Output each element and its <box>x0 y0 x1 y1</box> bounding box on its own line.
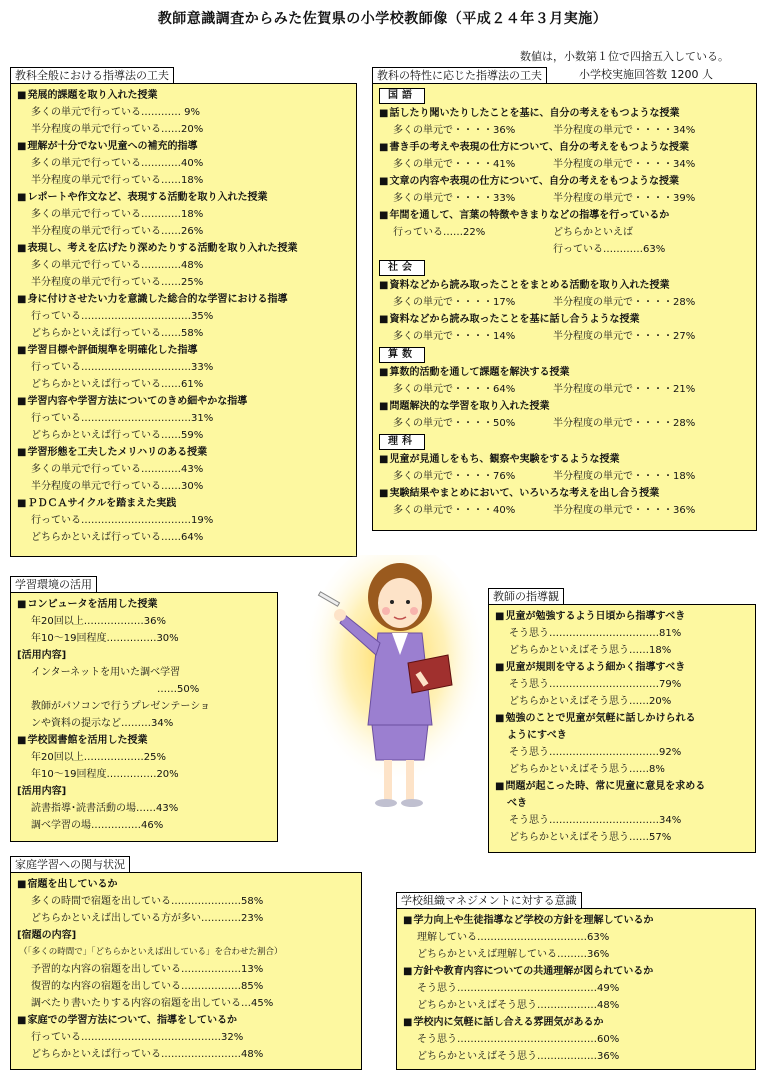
subject-heading: ■ 文章の内容や表現の仕方について、自分の考えをもつような授業 <box>379 173 750 190</box>
view-heading: ■ 勉強のことで児童が気軽に話しかけられる <box>495 710 749 727</box>
list-item: どちらかといえばそう思う……57% <box>509 832 672 843</box>
computer-heading: ■ コンピュータを活用した授業 <box>17 596 271 613</box>
result-half: 半分程度の単元で・・・・34% <box>553 125 696 136</box>
list-item: どちらかといえばそう思う………………48% <box>417 1000 620 1011</box>
mgmt-heading: ■ 方針や教育内容についての共通理解が図られているか <box>403 963 749 980</box>
subject-heading: ■ 書き手の考えや表現の仕方について、自分の考えをもつような授業 <box>379 139 750 156</box>
list-item: どちらかといえば行っている……64% <box>31 532 204 543</box>
result-half: 半分程度の単元で・・・・28% <box>553 418 696 429</box>
library-heading: ■ 学校図書館を活用した授業 <box>17 732 271 749</box>
view-panel <box>488 604 756 853</box>
list-item: 半分程度の単元で行っている……30% <box>31 481 204 492</box>
list-item: 教師がパソコンで行うプレゼンテーショ <box>31 701 210 712</box>
result-half: 半分程度の単元で・・・・39% <box>553 193 696 204</box>
list-item: 行っている……………………………31% <box>31 413 214 424</box>
env-panel <box>10 592 278 842</box>
subject-result-row <box>379 381 750 398</box>
general-panel <box>10 83 357 557</box>
list-item: 年20回以上………………25% <box>31 752 166 763</box>
home-panel <box>10 872 362 1070</box>
list-item: どちらかといえばそう思う……20% <box>509 696 672 707</box>
list-item: 半分程度の単元で行っている……25% <box>31 277 204 288</box>
teacher-illustration <box>300 555 485 825</box>
result-many: 多くの単元で・・・・36% <box>393 125 516 136</box>
result-many: 多くの単元で・・・・76% <box>393 471 516 482</box>
list-item: 多くの単元で行っている………… 9% <box>31 107 201 118</box>
list-item: 半分程度の単元で行っている……20% <box>31 124 204 135</box>
subject-result-row <box>379 156 750 173</box>
list-item: 理解している……………………………63% <box>417 932 610 943</box>
list-item: 多くの単元で行っている…………43% <box>31 464 204 475</box>
list-item: 多くの単元で行っている…………18% <box>31 209 204 220</box>
result-many: 多くの単元で・・・・64% <box>393 384 516 395</box>
subject-result-row <box>379 241 750 258</box>
result-many: 多くの単元で・・・・33% <box>393 193 516 204</box>
result-half: 半分程度の単元で・・・・34% <box>553 159 696 170</box>
view-heading: ■ 児童が規則を守るよう細かく指導すべき <box>495 659 749 676</box>
view-heading-cont: ようにすべき <box>507 730 567 741</box>
list-item: どちらかといえば行っている……58% <box>31 328 204 339</box>
view-heading-cont: べき <box>507 798 527 809</box>
home-label: 家庭学習への関与状況 <box>10 856 130 873</box>
subject-heading: ■ 児童が見通しをもち、観察や実験をするような授業 <box>379 451 750 468</box>
subject-heading: ■ 資料などから読み取ったことをまとめる活動を取り入れた授業 <box>379 277 750 294</box>
subject-tag-row <box>379 86 750 105</box>
general-heading: ■ レポートや作文など、表現する活動を取り入れた授業 <box>17 189 350 206</box>
subject-heading: ■ 実験結果やまとめにおいて、いろいろな考えを出し合う授業 <box>379 485 750 502</box>
subject-result-row <box>379 224 750 241</box>
env-label: 学習環境の活用 <box>10 576 97 593</box>
view-heading: ■ 問題が起こった時、常に児童に意見を求める <box>495 778 749 795</box>
subject-tag-social: 社会 <box>379 260 425 276</box>
mgmt-heading: ■ 学力向上や生徒指導など学校の方針を理解しているか <box>403 912 749 929</box>
subject-tag-science: 理科 <box>379 434 425 450</box>
mgmt-panel <box>396 908 756 1070</box>
list-item: 復習的な内容の宿題を出している………………85% <box>31 981 264 992</box>
subject-heading: ■ 話したり聞いたりしたことを基に、自分の考えをもつような授業 <box>379 105 750 122</box>
mgmt-label: 学校組織マネジメントに対する意識 <box>396 892 582 909</box>
result-half: 半分程度の単元で・・・・36% <box>553 505 696 516</box>
general-heading: ■ 表現し、考えを広げたり深めたりする活動を取り入れた授業 <box>17 240 350 257</box>
result-many: 多くの単元で・・・・50% <box>393 418 516 429</box>
rounding-note: 数値は，小数第１位で四捨五入している。 <box>520 50 729 63</box>
result-half: 半分程度の単元で・・・・21% <box>553 384 696 395</box>
list-item: ……50% <box>157 684 200 695</box>
subject-result-row <box>379 328 750 345</box>
result-many: 多くの単元で・・・・40% <box>393 505 516 516</box>
subject-result-row <box>379 122 750 139</box>
list-item: 多くの単元で行っている…………48% <box>31 260 204 271</box>
respondents: 小学校実施回答数 1200 人 <box>579 68 713 81</box>
list-item: 予習的な内容の宿題を出している………………13% <box>31 964 264 975</box>
result-many: 多くの単元で・・・・17% <box>393 297 516 308</box>
result-half: 半分程度の単元で・・・・27% <box>553 331 696 342</box>
list-item: どちらかといえば理解している………36% <box>417 949 610 960</box>
list-item: 調べたり書いたりする内容の宿題を出している…45% <box>31 998 274 1009</box>
content2-heading: [活用内容] <box>17 786 67 797</box>
list-item: 行っている……………………………35% <box>31 311 214 322</box>
subject-tag-row <box>379 432 750 451</box>
list-item: 多くの単元で行っている…………40% <box>31 158 204 169</box>
list-item: そう思う……………………………81% <box>509 628 682 639</box>
general-heading: ■ 理解が十分でない児童への補充的指導 <box>17 138 350 155</box>
list-item: どちらかといえばそう思う……18% <box>509 645 672 656</box>
list-item: どちらかといえばそう思う……8% <box>509 764 665 775</box>
homework-heading: ■ 宿題を出しているか <box>17 876 355 893</box>
subject-tag-row <box>379 258 750 277</box>
list-item: インターネットを用いた調べ学習 <box>31 667 181 678</box>
result-many: 多くの単元で・・・・41% <box>393 159 516 170</box>
subject-tag-row <box>379 345 750 364</box>
list-item: どちらかといえば行っている……………………48% <box>31 1049 264 1060</box>
list-item: 半分程度の単元で行っている……26% <box>31 226 204 237</box>
content-heading: [活用内容] <box>17 650 67 661</box>
list-item: 読書指導･読書活動の場……43% <box>31 803 179 814</box>
subject-heading: ■ 資料などから読み取ったことを基に話し合うような授業 <box>379 311 750 328</box>
list-item: どちらかといえば行っている……59% <box>31 430 204 441</box>
list-item: 半分程度の単元で行っている……18% <box>31 175 204 186</box>
general-heading: ■ 学習形態を工夫したメリハリのある授業 <box>17 444 350 461</box>
list-item: 行っている……………………………………32% <box>31 1032 244 1043</box>
result-somewhat-value: 行っている…………63% <box>553 244 666 255</box>
list-item: そう思う……………………………79% <box>509 679 682 690</box>
general-heading: ■ 発展的課題を取り入れた授業 <box>17 87 350 104</box>
page-title: 教師意識調査からみた佐賀県の小学校教師像（平成２４年３月実施） <box>157 11 608 27</box>
list-item: 年20回以上………………36% <box>31 616 166 627</box>
list-item: そう思う……………………………34% <box>509 815 682 826</box>
result-done: 行っている……22% <box>393 227 486 238</box>
subject-label: 教科の特性に応じた指導法の工夫 <box>372 67 547 84</box>
spacer <box>393 241 553 258</box>
subject-result-row <box>379 294 750 311</box>
general-heading: ■ 身に付けさせたい力を意識した総合的な学習における指導 <box>17 291 350 308</box>
subject-heading: ■ 年間を通して、言葉の特徴やきまりなどの指導を行っているか <box>379 207 750 224</box>
general-heading: ■ 学習目標や評価規準を明確化した指導 <box>17 342 350 359</box>
subject-tag-math: 算数 <box>379 347 425 363</box>
subject-result-row <box>379 190 750 207</box>
view-label: 教師の指導観 <box>488 588 564 605</box>
list-item: そう思う……………………………………49% <box>417 983 620 994</box>
subject-heading: ■ 算数的活動を通して課題を解決する授業 <box>379 364 750 381</box>
list-item: 行っている……………………………33% <box>31 362 214 373</box>
general-heading: ■ ＰＤＣＡサイクルを踏まえた実践 <box>17 495 350 512</box>
list-item: そう思う……………………………92% <box>509 747 682 758</box>
list-item: 調べ学習の場……………46% <box>31 820 164 831</box>
list-item: ンや資料の提示など………34% <box>31 718 174 729</box>
list-item: そう思う……………………………………60% <box>417 1034 620 1045</box>
face <box>378 578 422 628</box>
subject-tag-japanese: 国語 <box>379 88 425 104</box>
subject-panel <box>372 83 757 531</box>
list-item: 年10～19回程度……………30% <box>31 633 179 644</box>
result-half: 半分程度の単元で・・・・18% <box>553 471 696 482</box>
list-item: 行っている……………………………19% <box>31 515 214 526</box>
list-item: 年10～19回程度……………20% <box>31 769 179 780</box>
list-item: どちらかといえばそう思う………………36% <box>417 1051 620 1062</box>
mgmt-heading: ■ 学校内に気軽に話し合える雰囲気があるか <box>403 1014 749 1031</box>
list-item: どちらかといえば出している方が多い…………23% <box>31 913 264 924</box>
view-heading: ■ 児童が勉強するよう日頃から指導すべき <box>495 608 749 625</box>
method-heading: ■ 家庭での学習方法について、指導をしているか <box>17 1012 355 1029</box>
result-half: 半分程度の単元で・・・・28% <box>553 297 696 308</box>
subject-result-row <box>379 468 750 485</box>
list-item: 多くの時間で宿題を出している…………………58% <box>31 896 264 907</box>
result-many: 多くの単元で・・・・14% <box>393 331 516 342</box>
result-somewhat: どちらかといえば <box>553 227 633 238</box>
subject-result-row <box>379 415 750 432</box>
list-item: どちらかといえば行っている……61% <box>31 379 204 390</box>
subject-result-row <box>379 502 750 519</box>
homework-content-heading: [宿題の内容] <box>17 930 77 941</box>
general-label: 教科全般における指導法の工夫 <box>10 67 174 84</box>
homework-note: （「多くの時間で」「どちらかといえば出している」を合わせた割合） <box>19 947 283 957</box>
general-heading: ■ 学習内容や学習方法についてのきめ細やかな指導 <box>17 393 350 410</box>
subject-heading: ■ 問題解決的な学習を取り入れた授業 <box>379 398 750 415</box>
